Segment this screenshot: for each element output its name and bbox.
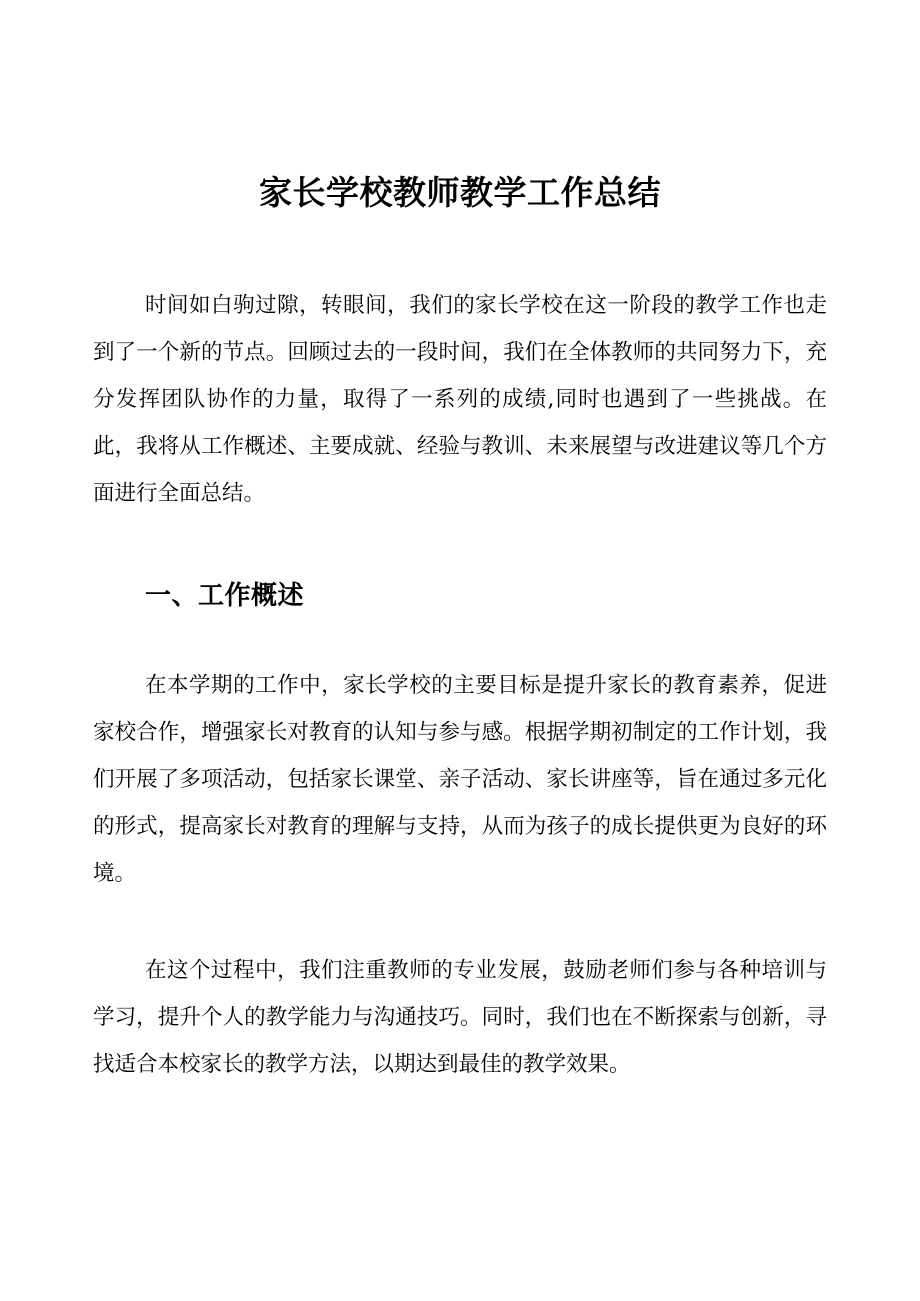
paragraph-goals: 在本学期的工作中，家长学校的主要目标是提升家长的教育素养，促进家校合作，增强家长对教育的认知与参与感。根据学期初制定的工作计划，我们开展了多项活动，包括家长课堂、亲子活动、家长讲座等，旨在通过多元化的形式，提高家长对教育的理解与支持，从而为孩子的成长提供更为良好的环境。: [93, 673, 827, 886]
paragraph-professional-development: 在这个过程中，我们注重教师的专业发展，鼓励老师们参与各种培训与学习，提升个人的教学能力与沟通技巧。同时，我们也在不断探索与创新，寻找适合本校家长的教学方法，以期达到最佳的教学效果。: [93, 958, 827, 1077]
page-title: 家长学校教师教学工作总结: [259, 173, 661, 212]
section-heading-overview: 一、工作概述: [145, 581, 305, 611]
paragraph-intro: 时间如白驹过隙，转眼间，我们的家长学校在这一阶段的教学工作也走到了一个新的节点。回顾过去的一段时间，我们在全体教师的共同努力下，充分发挥团队协作的力量，取得了一系列的成绩,同时也遇到了一些挑战。在此，我将从工作概述、主要成就、经验与教训、未来展望与改进建议等几个方面进行全面总结。: [93, 293, 827, 506]
